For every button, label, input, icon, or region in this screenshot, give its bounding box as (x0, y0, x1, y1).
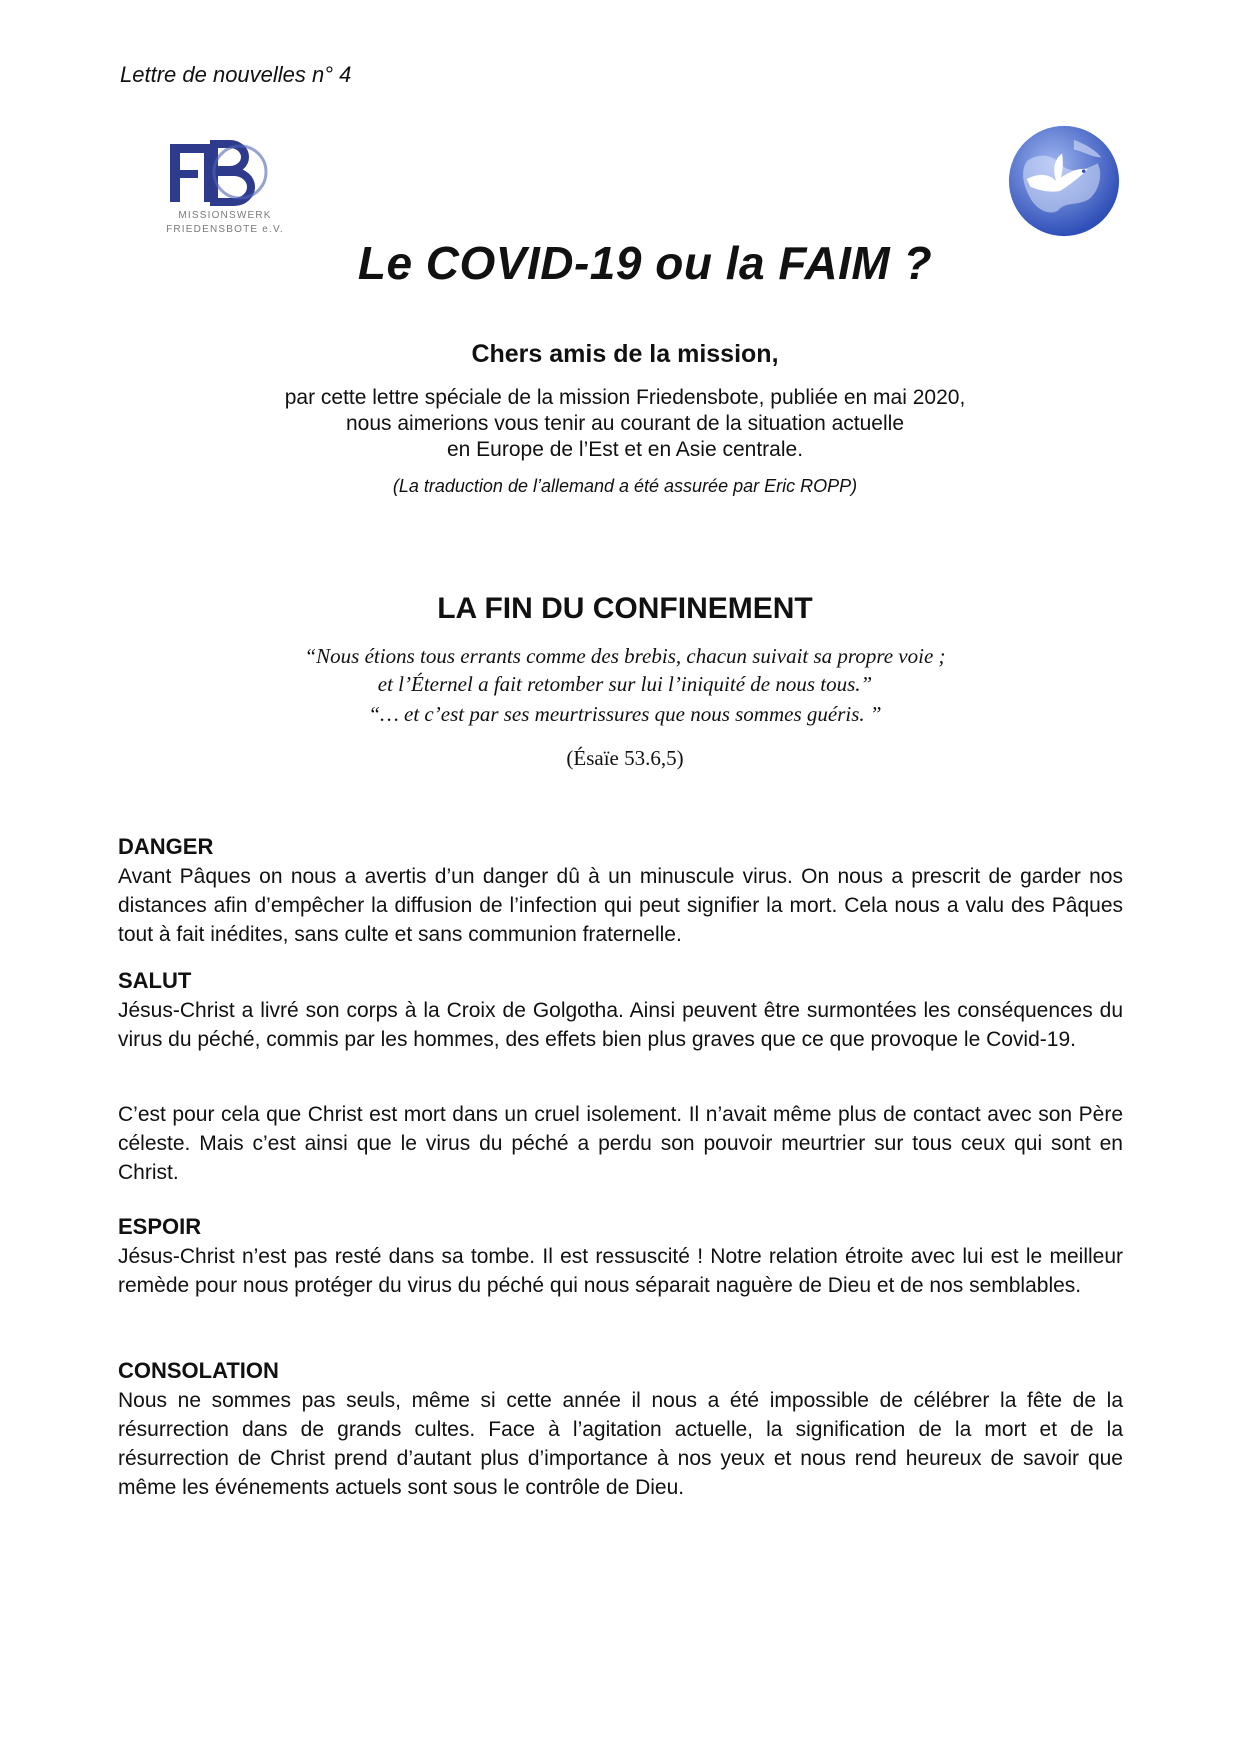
intro-line: en Europe de l’Est et en Asie centrale. (446, 438, 804, 461)
section-paragraph: Jésus-Christ a livré son corps à la Croix de Golgotha. Ainsi peuvent être surmontées les conséquences du virus du péché, commis par les hommes, des effets bien plus graves que ce que provoque le Covid-19. (118, 999, 1123, 1051)
section-heading: SALUT (118, 968, 192, 993)
section-paragraph: Avant Pâques on nous a avertis d’un danger dû à un minuscule virus. On nous a prescrit de garder nos distances afin d’empêcher la diffusion de l’infection qui peut signifier la mort. Cela nous a valu des Pâques tout à fait inédites, sans culte et sans communion fraternelle. (118, 865, 1123, 946)
document-title: Le COVID-19 ou la FAIM ? (357, 237, 933, 289)
section-heading: ESPOIR (118, 1214, 202, 1239)
fb-logo-mark (168, 138, 268, 210)
section-title: LA FIN DU CONFINEMENT (437, 592, 813, 625)
section-heading: DANGER (118, 834, 214, 859)
verse-line: “Nous étions tous errants comme des brebis, chacun suivait sa propre voie ; (304, 644, 946, 668)
section-consolation (118, 1356, 1123, 1502)
globe-dove-icon (1005, 122, 1123, 240)
section-paragraph: Jésus-Christ n’est pas resté dans sa tombe. Il est ressuscité ! Notre relation étroite avec lui est le meilleur remède pour nous protéger du virus du péché qui nous séparait naguère de Dieu et de nos semblables. (118, 1245, 1123, 1297)
friedensbote-logo (160, 138, 284, 238)
intro-line: nous aimerions vous tenir au courant de la situation actuelle (346, 412, 904, 435)
intro-line: par cette lettre spéciale de la mission Friedensbote, publiée en mai 2020, (284, 386, 966, 409)
section-salut (118, 966, 1123, 1054)
section-danger (118, 832, 1123, 949)
verse-line: et l’Éternel a fait retomber sur lui l’iniquité de nous tous.” (377, 672, 873, 696)
section-espoir (118, 1212, 1123, 1300)
section-salut-continued (118, 1100, 1123, 1187)
newsletter-number: Lettre de nouvelles n° 4 (120, 62, 352, 87)
verse-line: “… et c’est par ses meurtrissures que nous sommes guéris. ” (368, 702, 882, 726)
logo-subtitle-1: MISSIONSWERK (178, 210, 272, 221)
greeting: Chers amis de la mission, (471, 340, 779, 368)
section-paragraph: Nous ne sommes pas seuls, même si cette année il nous a été impossible de célébrer la fête de la résurrection dans de grands cultes. Face à l’agitation actuelle, la signification de la mort et de la résurrection de Christ prend d’autant plus d’importance à nos yeux et nous rend heureux de savoir que même les événements actuels sont sous le contrôle de Dieu. (118, 1389, 1123, 1499)
logo-subtitle-2: FRIEDENSBOTE e.V. (166, 224, 284, 235)
section-paragraph: C’est pour cela que Christ est mort dans un cruel isolement. Il n’avait même plus de contact avec son Père céleste. Mais c’est ainsi que le virus du péché a perdu son pouvoir meurtrier sur tous ceux qui sont en Christ. (118, 1103, 1123, 1184)
verse-reference: (Ésaïe 53.6,5) (566, 746, 684, 770)
translation-note: (La traduction de l’allemand a été assurée par Eric ROPP) (392, 476, 858, 496)
section-heading: CONSOLATION (118, 1358, 279, 1383)
